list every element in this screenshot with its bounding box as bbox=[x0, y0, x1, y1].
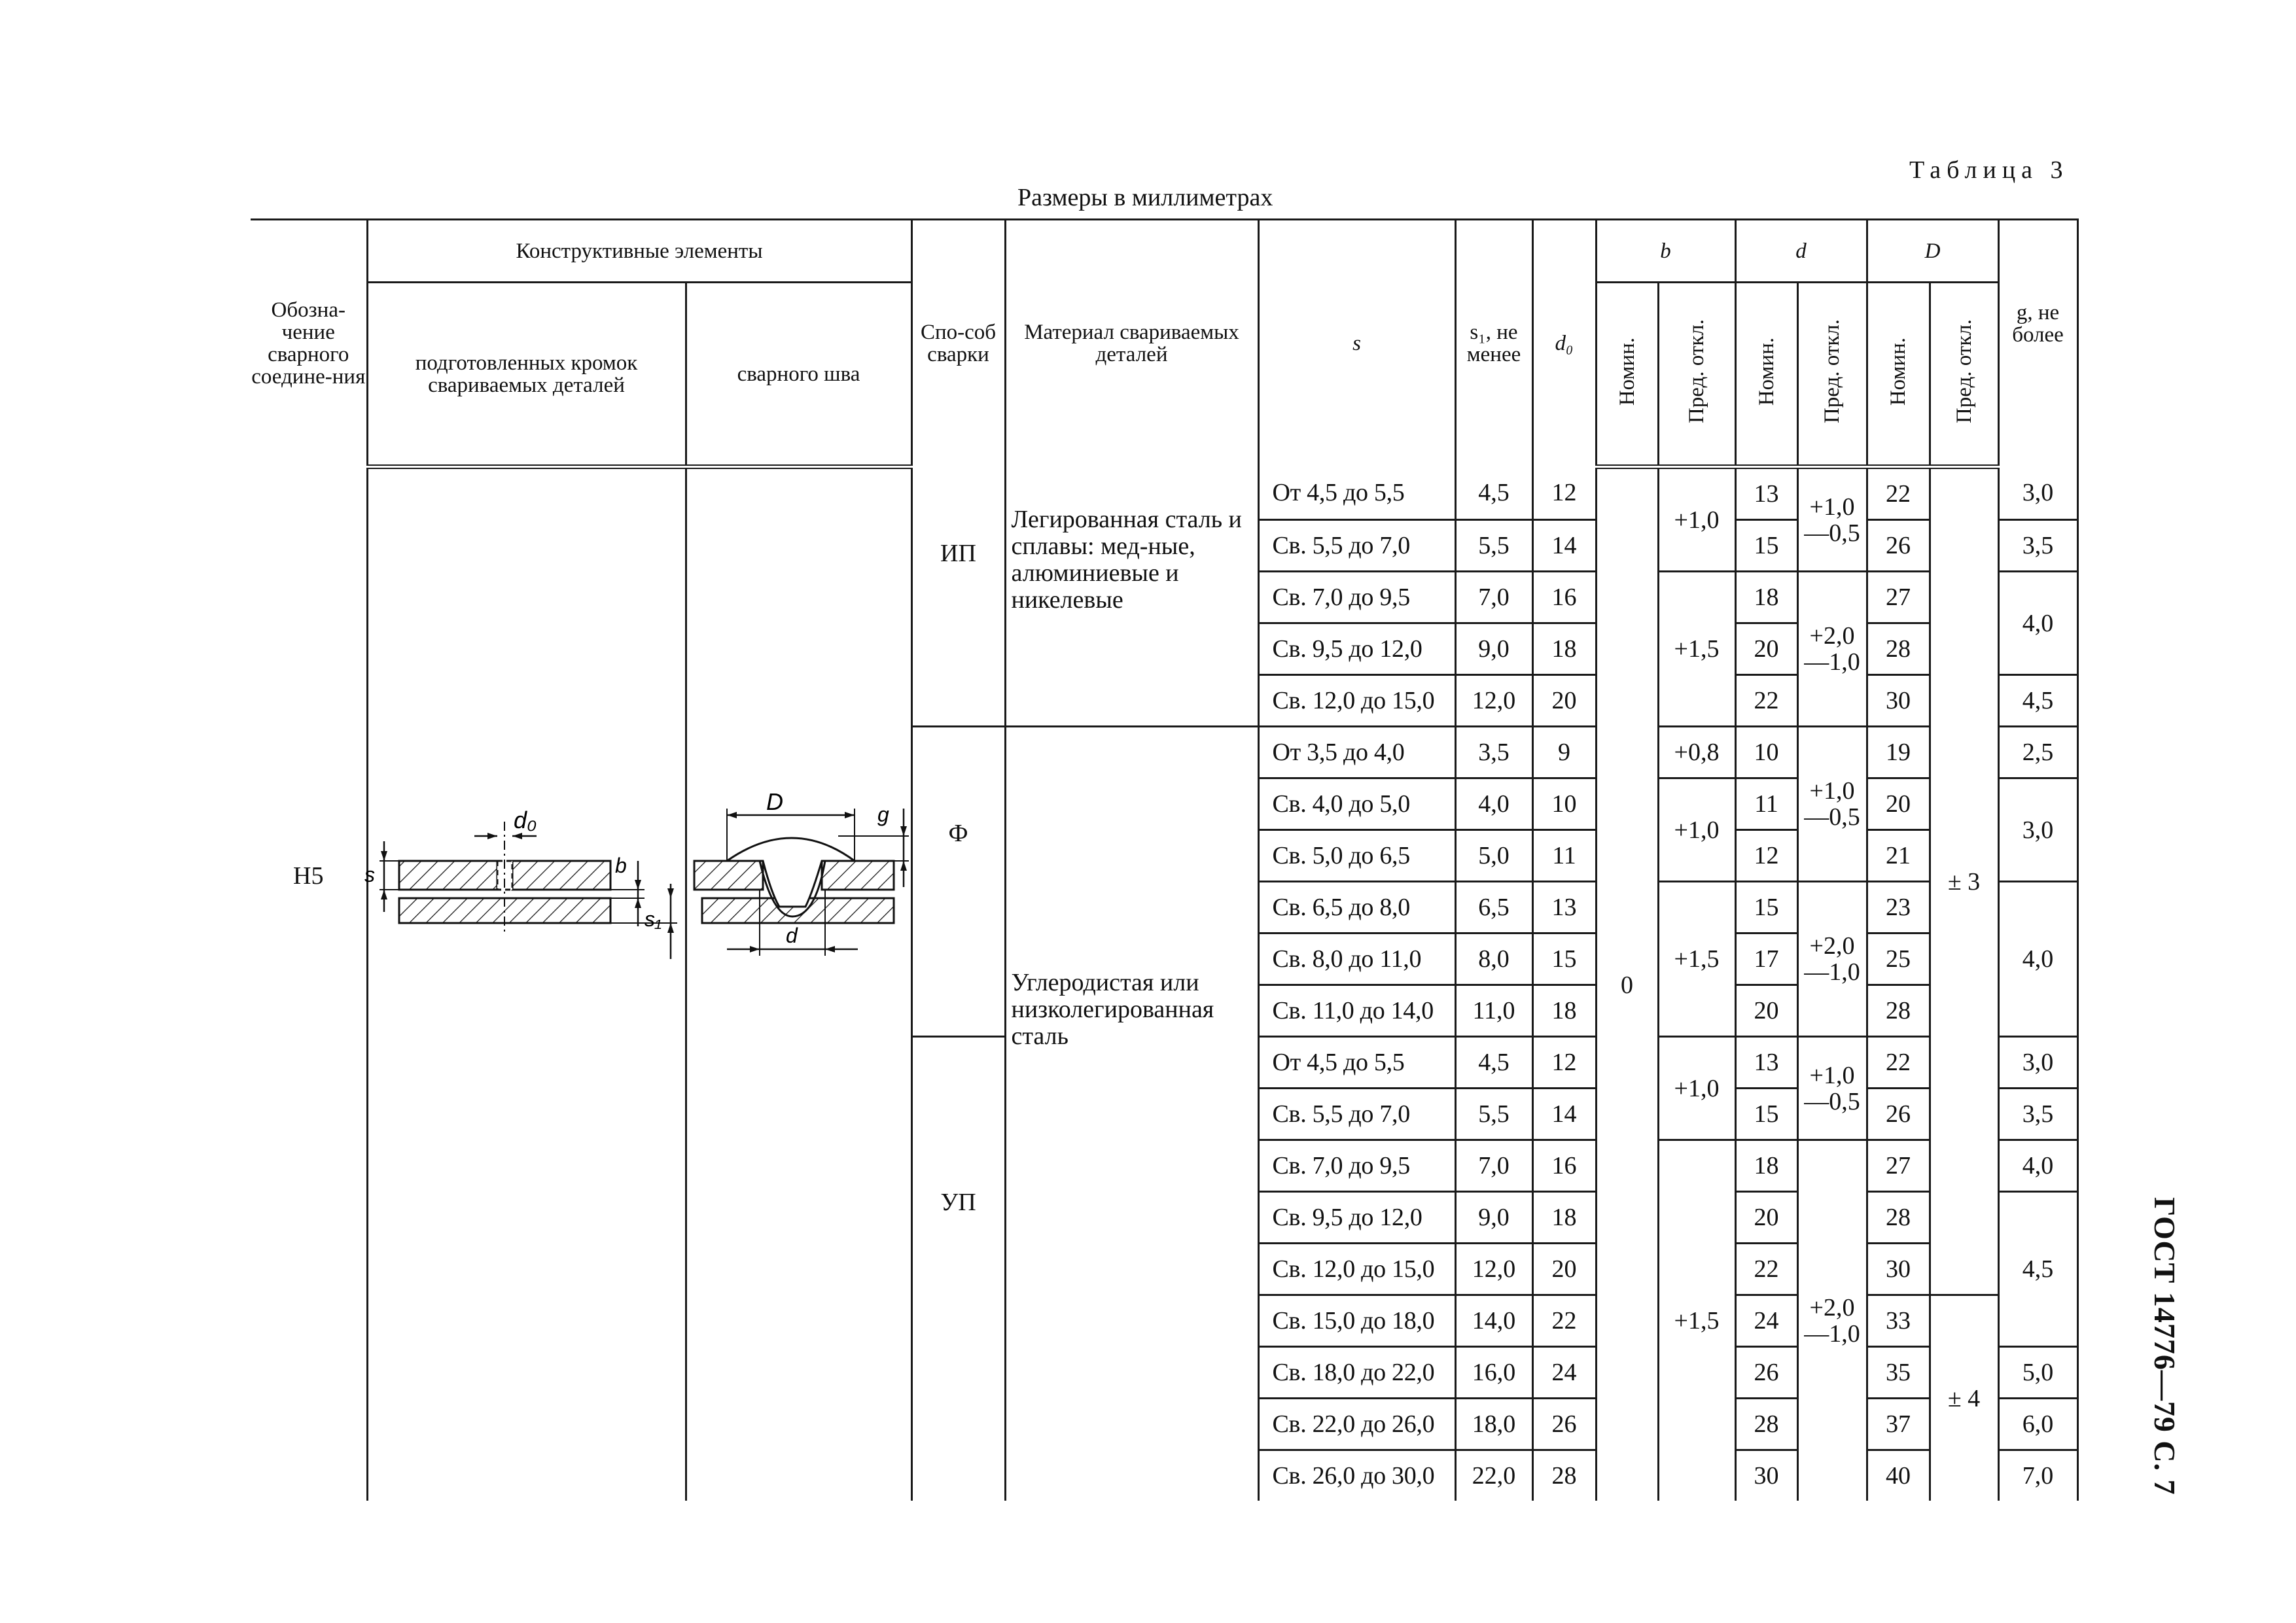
s-range: Св. 5,5 до 7,0 bbox=[1258, 520, 1455, 572]
d0-value: 15 bbox=[1532, 934, 1596, 985]
D-nominal: 21 bbox=[1867, 830, 1930, 882]
material-carbon: Углеродистая или низколегированная сталь bbox=[1005, 727, 1258, 1501]
g-value: 4,0 bbox=[1998, 882, 2077, 1037]
g-value: 3,0 bbox=[1998, 778, 2077, 882]
D-nominal: 20 bbox=[1867, 778, 1930, 830]
s1-value: 8,0 bbox=[1455, 934, 1532, 985]
s1-value: 5,5 bbox=[1455, 520, 1532, 572]
s1-value: 16,0 bbox=[1455, 1347, 1532, 1399]
g-value: 3,0 bbox=[1998, 467, 2077, 520]
d-nominal: 15 bbox=[1735, 1089, 1797, 1140]
units-caption: Размеры в миллиметрах bbox=[1017, 184, 1273, 211]
s1-value: 22,0 bbox=[1455, 1450, 1532, 1501]
b-tolerance: +0,8 bbox=[1658, 727, 1735, 778]
header-material: Материал свариваемых деталей bbox=[1005, 220, 1258, 467]
weld-drawing-cell bbox=[686, 467, 911, 1501]
g-value: 4,0 bbox=[1998, 1140, 2077, 1192]
header-D: D bbox=[1867, 220, 1998, 283]
s1-value: 11,0 bbox=[1455, 985, 1532, 1037]
g-value: 4,5 bbox=[1998, 675, 2077, 727]
D-nominal: 26 bbox=[1867, 1089, 1930, 1140]
d-nominal: 15 bbox=[1735, 882, 1797, 934]
g-value: 2,5 bbox=[1998, 727, 2077, 778]
s1-value: 5,5 bbox=[1455, 1089, 1532, 1140]
method-f: Ф bbox=[911, 727, 1005, 1037]
s1-value: 4,0 bbox=[1455, 778, 1532, 830]
header-s1: s₁, не менее bbox=[1455, 220, 1532, 467]
header-D-tolerance bbox=[1930, 283, 1998, 467]
d-tolerance: +2,0 —1,0 bbox=[1797, 882, 1867, 1037]
header-b-nominal bbox=[1596, 283, 1658, 467]
d0-value: 14 bbox=[1532, 520, 1596, 572]
label-s1: s₁ bbox=[644, 907, 662, 931]
welded-joint-table bbox=[251, 218, 2079, 1501]
header-b-nominal-text: Номин. bbox=[1615, 337, 1639, 406]
weld-seam-drawing bbox=[688, 788, 910, 959]
s-range: От 4,5 до 5,5 bbox=[1258, 1037, 1455, 1089]
label-b: b bbox=[614, 853, 627, 877]
D-nominal: 22 bbox=[1867, 1037, 1930, 1089]
prepared-edges-drawing bbox=[364, 795, 684, 959]
header-d-nominal-text: Номин. bbox=[1754, 337, 1778, 406]
s-range: Св. 26,0 до 30,0 bbox=[1258, 1450, 1455, 1501]
header-prepared-edges: подготовленных кромок свариваемых деталей bbox=[367, 283, 686, 467]
d-nominal: 10 bbox=[1735, 727, 1797, 778]
s1-value: 4,5 bbox=[1455, 467, 1532, 520]
standard-page-label: ГОСТ 14776—79 С. 7 bbox=[2148, 1197, 2181, 1495]
d-nominal: 30 bbox=[1735, 1450, 1797, 1501]
d0-value: 16 bbox=[1532, 1140, 1596, 1192]
g-value: 6,0 bbox=[1998, 1399, 2077, 1450]
d0-value: 12 bbox=[1532, 1037, 1596, 1089]
D-nominal: 22 bbox=[1867, 467, 1930, 520]
d0-value: 28 bbox=[1532, 1450, 1596, 1501]
table-row bbox=[251, 467, 2077, 520]
D-nominal: 37 bbox=[1867, 1399, 1930, 1450]
D-nominal: 40 bbox=[1867, 1450, 1930, 1501]
s1-value: 14,0 bbox=[1455, 1295, 1532, 1347]
header-d-tolerance-text: Пред. откл. bbox=[1820, 319, 1844, 424]
table-number: Таблица 3 bbox=[1909, 156, 2069, 184]
d0-value: 22 bbox=[1532, 1295, 1596, 1347]
D-tolerance: ± 3 bbox=[1930, 467, 1998, 1295]
s1-value: 18,0 bbox=[1455, 1399, 1532, 1450]
g-value: 3,0 bbox=[1998, 1037, 2077, 1089]
b-tolerance: +1,0 bbox=[1658, 1037, 1735, 1140]
b-tolerance: +1,5 bbox=[1658, 882, 1735, 1037]
s-range: Св. 18,0 до 22,0 bbox=[1258, 1347, 1455, 1399]
s-range: От 3,5 до 4,0 bbox=[1258, 727, 1455, 778]
d0-value: 16 bbox=[1532, 572, 1596, 623]
g-value: 3,5 bbox=[1998, 1089, 2077, 1140]
s1-value: 12,0 bbox=[1455, 1244, 1532, 1295]
label-g: g bbox=[877, 802, 889, 826]
d-nominal: 20 bbox=[1735, 1192, 1797, 1244]
s1-value: 4,5 bbox=[1455, 1037, 1532, 1089]
d-nominal: 26 bbox=[1735, 1347, 1797, 1399]
D-nominal: 27 bbox=[1867, 572, 1930, 623]
d-nominal: 24 bbox=[1735, 1295, 1797, 1347]
g-value: 4,5 bbox=[1998, 1192, 2077, 1347]
d0-value: 13 bbox=[1532, 882, 1596, 934]
s1-value: 5,0 bbox=[1455, 830, 1532, 882]
d-nominal: 28 bbox=[1735, 1399, 1797, 1450]
s-range: Св. 22,0 до 26,0 bbox=[1258, 1399, 1455, 1450]
header-d: d bbox=[1735, 220, 1867, 283]
label-d: d bbox=[785, 923, 798, 947]
d-nominal: 22 bbox=[1735, 1244, 1797, 1295]
D-nominal: 28 bbox=[1867, 1192, 1930, 1244]
g-value: 3,5 bbox=[1998, 520, 2077, 572]
d-nominal: 18 bbox=[1735, 1140, 1797, 1192]
header-b: b bbox=[1596, 220, 1735, 283]
s-range: Св. 9,5 до 12,0 bbox=[1258, 1192, 1455, 1244]
D-tolerance: ± 4 bbox=[1930, 1295, 1998, 1501]
s1-value: 7,0 bbox=[1455, 1140, 1532, 1192]
d-tolerance: +2,0 —1,0 bbox=[1797, 572, 1867, 727]
d-nominal: 22 bbox=[1735, 675, 1797, 727]
D-nominal: 28 bbox=[1867, 985, 1930, 1037]
header-weld-seam: сварного шва bbox=[686, 283, 911, 467]
s-range: Св. 6,5 до 8,0 bbox=[1258, 882, 1455, 934]
d-nominal: 20 bbox=[1735, 623, 1797, 675]
d0-value: 18 bbox=[1532, 1192, 1596, 1244]
s-range: Св. 7,0 до 9,5 bbox=[1258, 572, 1455, 623]
header-D-nominal bbox=[1867, 283, 1930, 467]
d-tolerance: +1,0 —0,5 bbox=[1797, 1037, 1867, 1140]
header-b-tolerance-text: Пред. откл. bbox=[1685, 319, 1708, 424]
s-range: Св. 12,0 до 15,0 bbox=[1258, 1244, 1455, 1295]
D-nominal: 35 bbox=[1867, 1347, 1930, 1399]
label-d0: d₀ bbox=[513, 806, 537, 833]
d-nominal: 13 bbox=[1735, 467, 1797, 520]
s1-value: 9,0 bbox=[1455, 1192, 1532, 1244]
edge-drawing-cell bbox=[364, 467, 686, 1501]
d0-value: 18 bbox=[1532, 623, 1596, 675]
s-range: Св. 5,0 до 6,5 bbox=[1258, 830, 1455, 882]
b-nominal: 0 bbox=[1596, 467, 1658, 1501]
d0-value: 26 bbox=[1532, 1399, 1596, 1450]
s1-value: 12,0 bbox=[1455, 675, 1532, 727]
b-tolerance: +1,0 bbox=[1658, 778, 1735, 882]
header-b-tolerance bbox=[1658, 283, 1735, 467]
label-D: D bbox=[766, 788, 783, 815]
header-d0: d₀ bbox=[1532, 220, 1596, 467]
method-up: УП bbox=[911, 1037, 1005, 1501]
d-nominal: 17 bbox=[1735, 934, 1797, 985]
s1-value: 6,5 bbox=[1455, 882, 1532, 934]
s1-value: 3,5 bbox=[1455, 727, 1532, 778]
s-range: Св. 5,5 до 7,0 bbox=[1258, 1089, 1455, 1140]
s-range: От 4,5 до 5,5 bbox=[1258, 467, 1455, 520]
d0-value: 18 bbox=[1532, 985, 1596, 1037]
b-tolerance: +1,5 bbox=[1658, 572, 1735, 727]
s-range: Св. 8,0 до 11,0 bbox=[1258, 934, 1455, 985]
d-nominal: 12 bbox=[1735, 830, 1797, 882]
D-nominal: 30 bbox=[1867, 1244, 1930, 1295]
s-range: Св. 9,5 до 12,0 bbox=[1258, 623, 1455, 675]
D-nominal: 33 bbox=[1867, 1295, 1930, 1347]
d-nominal: 11 bbox=[1735, 778, 1797, 830]
d-nominal: 18 bbox=[1735, 572, 1797, 623]
d-nominal: 13 bbox=[1735, 1037, 1797, 1089]
D-nominal: 27 bbox=[1867, 1140, 1930, 1192]
b-tolerance: +1,0 bbox=[1658, 467, 1735, 572]
D-nominal: 30 bbox=[1867, 675, 1930, 727]
header-d-nominal bbox=[1735, 283, 1797, 467]
header-method: Спо-соб сварки bbox=[911, 220, 1005, 467]
d-nominal: 15 bbox=[1735, 520, 1797, 572]
d0-value: 20 bbox=[1532, 675, 1596, 727]
d0-value: 11 bbox=[1532, 830, 1596, 882]
label-s: s bbox=[364, 862, 375, 886]
s1-value: 7,0 bbox=[1455, 572, 1532, 623]
s1-value: 9,0 bbox=[1455, 623, 1532, 675]
s-range: Св. 12,0 до 15,0 bbox=[1258, 675, 1455, 727]
d0-value: 9 bbox=[1532, 727, 1596, 778]
header-g-text: g, не более bbox=[2012, 301, 2064, 347]
g-value: 7,0 bbox=[1998, 1450, 2077, 1501]
D-nominal: 28 bbox=[1867, 623, 1930, 675]
header-s: s bbox=[1258, 220, 1455, 467]
d-tolerance: +1,0 —0,5 bbox=[1797, 727, 1867, 882]
g-value: 5,0 bbox=[1998, 1347, 2077, 1399]
d-nominal: 20 bbox=[1735, 985, 1797, 1037]
s-range: Св. 4,0 до 5,0 bbox=[1258, 778, 1455, 830]
g-value: 4,0 bbox=[1998, 572, 2077, 675]
method-ip: ИП bbox=[911, 467, 1005, 727]
s-range: Св. 11,0 до 14,0 bbox=[1258, 985, 1455, 1037]
D-nominal: 25 bbox=[1867, 934, 1930, 985]
d0-value: 10 bbox=[1532, 778, 1596, 830]
D-nominal: 19 bbox=[1867, 727, 1930, 778]
header-d-tolerance bbox=[1797, 283, 1867, 467]
material-alloy: Легированная сталь и сплавы: мед-ные, алюминиевые и никелевые bbox=[1005, 467, 1258, 727]
d-tolerance: +2,0 —1,0 bbox=[1797, 1140, 1867, 1501]
header-designation: Обозна-чение сварного соедине-ния bbox=[251, 220, 367, 467]
d0-value: 24 bbox=[1532, 1347, 1596, 1399]
d0-value: 12 bbox=[1532, 467, 1596, 520]
D-nominal: 26 bbox=[1867, 520, 1930, 572]
d-tolerance: +1,0 —0,5 bbox=[1797, 467, 1867, 572]
header-g bbox=[1998, 220, 2077, 467]
b-tolerance: +1,5 bbox=[1658, 1140, 1735, 1501]
designation-cell: Н5 bbox=[251, 467, 367, 1501]
header-D-nominal-text: Номин. bbox=[1886, 337, 1910, 406]
D-nominal: 23 bbox=[1867, 882, 1930, 934]
d0-value: 20 bbox=[1532, 1244, 1596, 1295]
header-D-tolerance-text: Пред. откл. bbox=[1952, 319, 1976, 424]
d0-value: 14 bbox=[1532, 1089, 1596, 1140]
header-constructive-elements: Конструктивные элементы bbox=[367, 220, 911, 283]
s-range: Св. 7,0 до 9,5 bbox=[1258, 1140, 1455, 1192]
s-range: Св. 15,0 до 18,0 bbox=[1258, 1295, 1455, 1347]
